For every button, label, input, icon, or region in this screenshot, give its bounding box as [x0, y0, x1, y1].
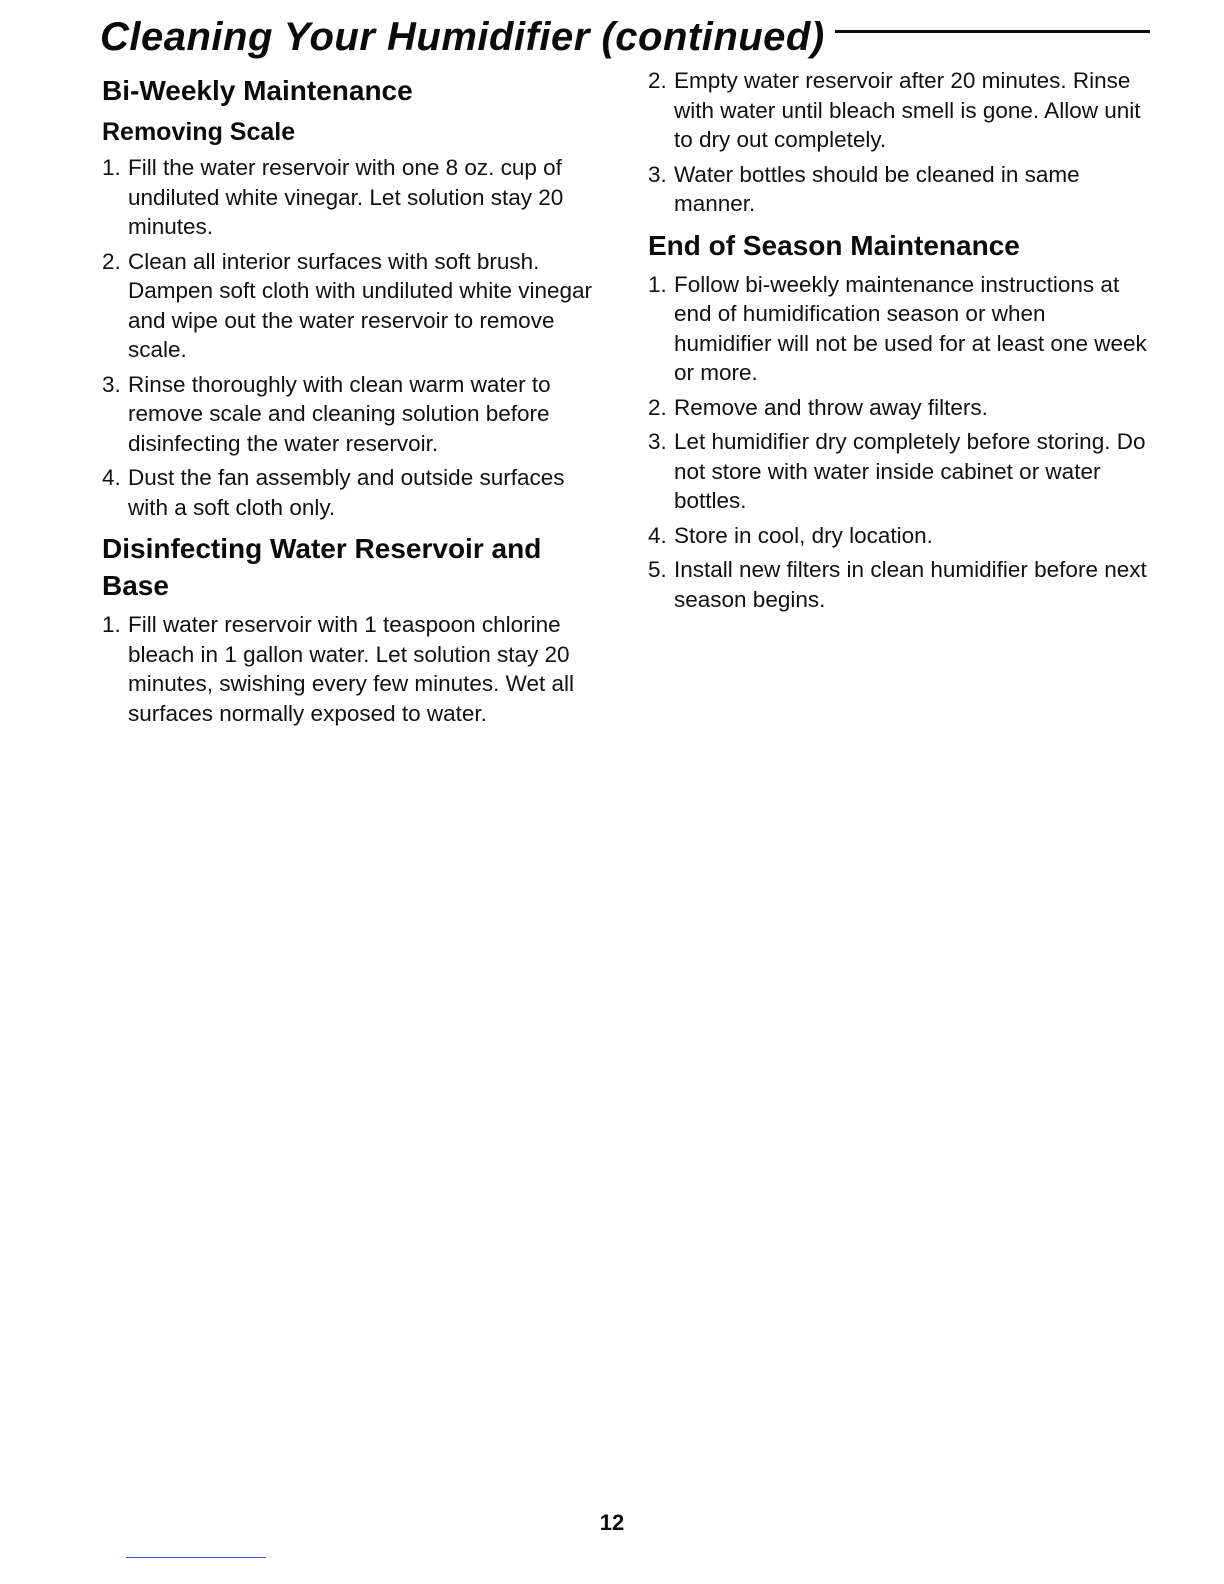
- disinfecting-heading: Disinfecting Water Reservoir and Base: [102, 533, 542, 601]
- step-number: 1.: [102, 155, 121, 180]
- title-rule-divider: [835, 30, 1150, 33]
- list-item: [102, 247, 607, 365]
- step-text: Empty water reservoir after 20 minutes. Rinse with water until bleach smell is gone. Allow unit to dry out completely.: [674, 68, 1141, 152]
- list-item: [102, 153, 607, 242]
- end-of-season-steps: [648, 270, 1148, 615]
- step-text: Clean all interior surfaces with soft brush. Dampen soft cloth with undiluted white vinegar and wipe out the water reservoir to remove scale.: [128, 248, 593, 362]
- list-item: [648, 521, 1148, 551]
- list-item: [648, 427, 1148, 516]
- list-item: [102, 370, 607, 459]
- disinfecting-steps: [102, 610, 607, 728]
- step-number: 3.: [648, 161, 667, 187]
- step-number: 3.: [648, 429, 667, 454]
- step-text: Let humidifier dry completely before storing. Do not store with water inside cabinet or water bottles.: [674, 429, 1146, 513]
- step-number: 4.: [648, 522, 667, 548]
- end-of-season-heading: End of Season Maintenance: [648, 229, 1020, 261]
- step-text: Store in cool, dry location.: [674, 522, 933, 548]
- list-item: [648, 270, 1148, 388]
- list-item: [102, 610, 607, 728]
- step-number: 4.: [102, 465, 121, 490]
- biweekly-maintenance-heading: Bi-Weekly Maintenance: [102, 75, 413, 106]
- step-text: Dust the fan assembly and outside surfaces with a soft cloth only.: [128, 465, 565, 520]
- step-number: 1.: [102, 612, 121, 637]
- step-number: 2.: [648, 394, 667, 420]
- removing-scale-heading: Removing Scale: [102, 118, 296, 146]
- page-title: [100, 8, 1150, 66]
- list-item: [648, 160, 1148, 219]
- step-number: 5.: [648, 557, 667, 582]
- list-item: [648, 66, 1148, 155]
- step-text: Water bottles should be cleaned in same manner.: [674, 161, 1080, 216]
- page-number: 12: [599, 1510, 625, 1535]
- step-text: Fill water reservoir with 1 teaspoon chlorine bleach in 1 gallon water. Let solution stay 20 minutes, swishing every few minutes. Wet all surfaces normally exposed to water.: [128, 612, 575, 726]
- step-text: Fill the water reservoir with one 8 oz. cup of undiluted white vinegar. Let solution stay 20 minutes.: [128, 155, 564, 239]
- removing-scale-steps: [102, 153, 607, 522]
- list-item: [102, 463, 607, 522]
- left-column: [102, 66, 607, 736]
- step-text: Remove and throw away filters.: [674, 394, 988, 420]
- step-number: 1.: [648, 271, 667, 297]
- footer-underline-divider: [126, 1557, 266, 1558]
- list-item: [648, 555, 1148, 614]
- step-number: 3.: [102, 371, 121, 397]
- list-item: [648, 393, 1148, 423]
- page-title-text: Cleaning Your Humidifier (continued): [100, 14, 825, 59]
- step-number: 2.: [102, 248, 121, 274]
- step-text: Follow bi-weekly maintenance instructions at end of humidification season or when humidifier will not be used for at least one week or more.: [674, 271, 1147, 385]
- right-column: [648, 66, 1148, 622]
- step-text: Install new filters in clean humidifier before next season begins.: [674, 557, 1147, 612]
- disinfecting-steps-continued: [648, 66, 1148, 219]
- step-number: 2.: [648, 68, 667, 93]
- step-text: Rinse thoroughly with clean warm water to remove scale and cleaning solution before disinfecting the water reservoir.: [128, 371, 551, 456]
